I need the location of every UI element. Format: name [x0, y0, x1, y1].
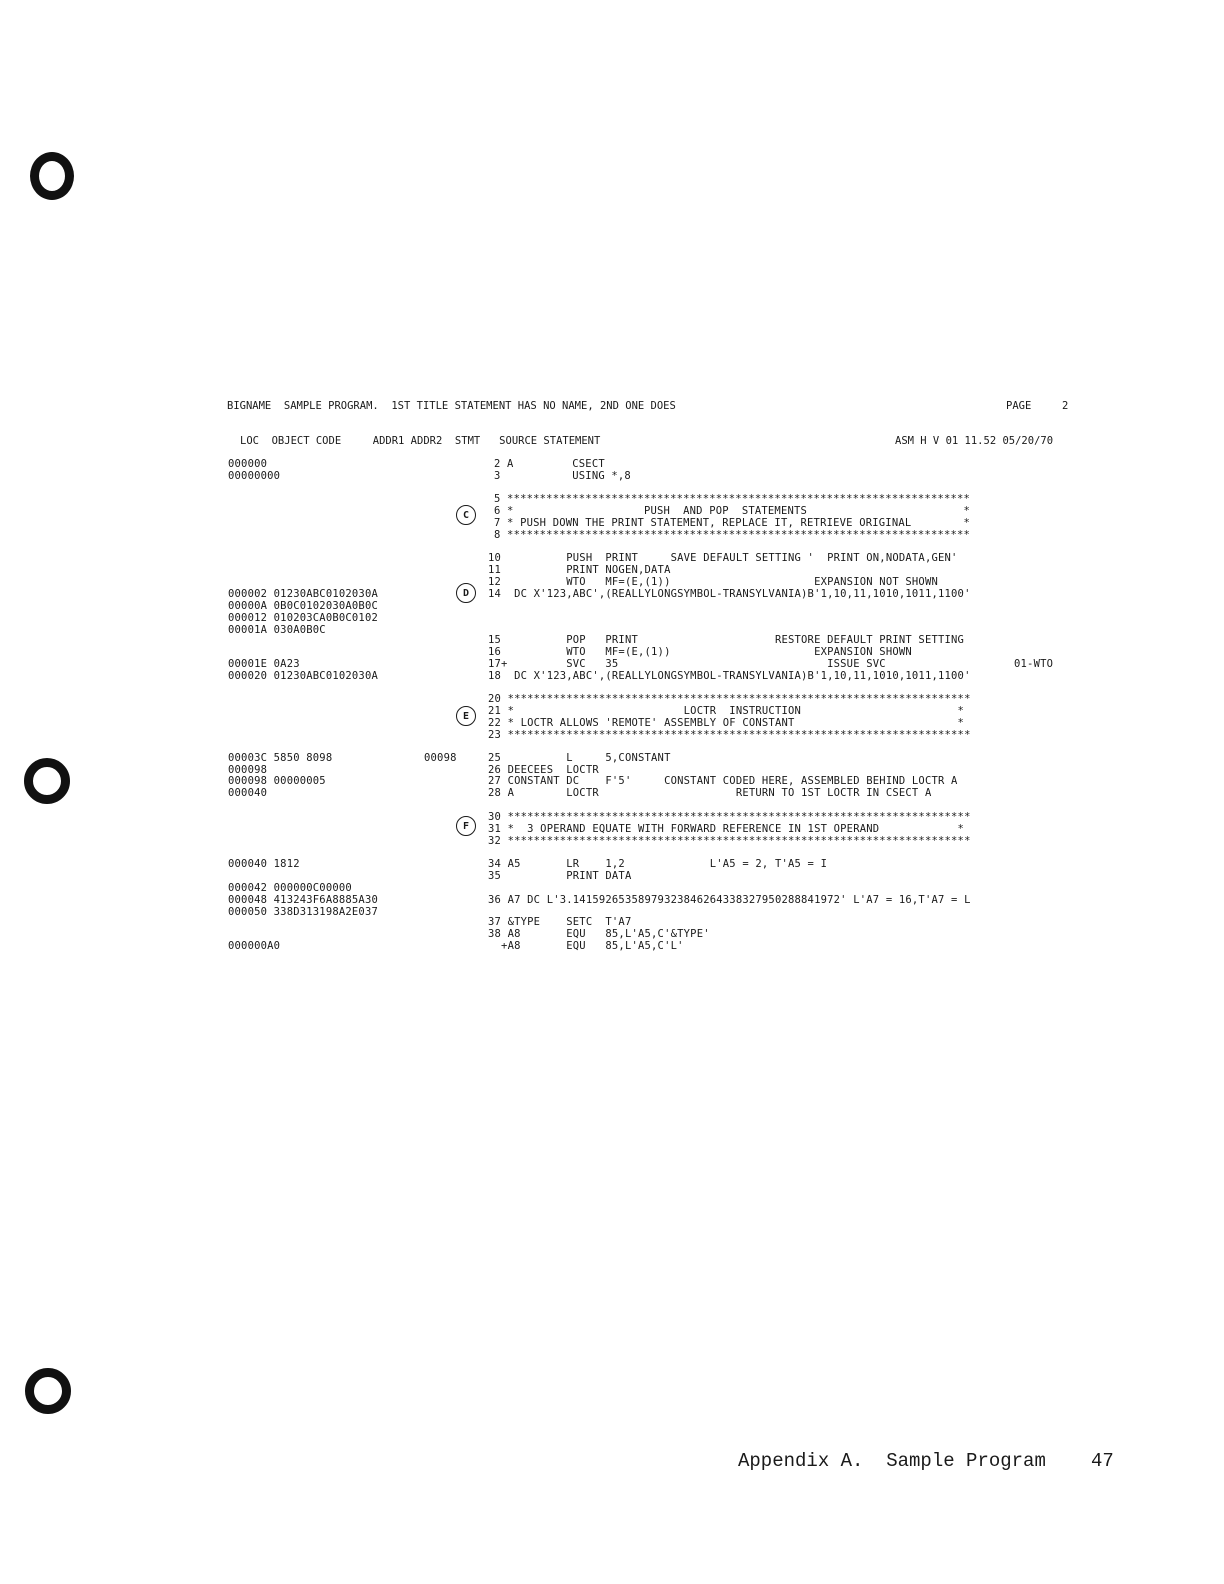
loc-cell: 000040: [228, 787, 268, 799]
source-line: 15 POP PRINT RESTORE DEFAULT PRINT SETTING: [488, 634, 965, 646]
loc-cell: 000050 338D313198A2E037: [228, 906, 378, 918]
loc-cell: 000040 1812: [228, 858, 300, 870]
footer-page-number: 47: [1091, 1450, 1114, 1472]
source-line: 6 * PUSH AND POP STATEMENTS *: [494, 505, 971, 517]
loc-cell: 000098: [228, 764, 268, 776]
marker-e: E: [456, 706, 476, 726]
source-line: 16 WTO MF=(E,(1)) EXPANSION SHOWN: [488, 646, 912, 658]
source-line: 11 PRINT NOGEN,DATA: [488, 564, 671, 576]
source-line: 23 ***********************************************************************: [488, 729, 971, 741]
loc-cell: 00000A 0B0C0102030A0B0C: [228, 600, 378, 612]
source-line: 30 ***********************************************************************: [488, 811, 971, 823]
source-line: 2 A CSECT: [494, 458, 605, 470]
source-line: 7 * PUSH DOWN THE PRINT STATEMENT, REPLACE IT, RETRIEVE ORIGINAL *: [494, 517, 971, 529]
source-line: 10 PUSH PRINT SAVE DEFAULT SETTING ' PRINT ON,NODATA,GEN': [488, 552, 958, 564]
loc-cell: 000000A0: [228, 940, 281, 952]
marker-d: D: [456, 583, 476, 603]
source-line: 37 &TYPE SETC T'A7: [488, 916, 632, 928]
source-line: 18 DC X'123,ABC',(REALLYLONGSYMBOL-TRANSYLVANIA)B'1,10,11,1010,1011,1100': [488, 670, 971, 682]
source-line: 31 * 3 OPERAND EQUATE WITH FORWARD REFERENCE IN 1ST OPERAND *: [488, 823, 965, 835]
source-line: 8 ***********************************************************************: [494, 529, 971, 541]
source-line: 32 ***********************************************************************: [488, 835, 971, 847]
marker-c: C: [456, 505, 476, 525]
source-line: 34 A5 LR 1,2 L'A5 = 2, T'A5 = I: [488, 858, 828, 870]
assembler-version: ASM H V 01 11.52 05/20/70: [895, 435, 1054, 447]
source-line: 27 CONSTANT DC F'5' CONSTANT CODED HERE, ASSEMBLED BEHIND LOCTR A: [488, 775, 958, 787]
listing-title: BIGNAME SAMPLE PROGRAM. 1ST TITLE STATEMENT HAS NO NAME, 2ND ONE DOES: [227, 400, 676, 412]
loc-cell: 000002 01230ABC0102030A: [228, 588, 378, 600]
source-line: 22 * LOCTR ALLOWS 'REMOTE' ASSEMBLY OF CONSTANT *: [488, 717, 965, 729]
column-headings: LOC OBJECT CODE ADDR1 ADDR2 STMT SOURCE STATEMENT: [240, 435, 601, 447]
source-line: 35 PRINT DATA: [488, 870, 632, 882]
source-line: 14 DC X'123,ABC',(REALLYLONGSYMBOL-TRANSYLVANIA)B'1,10,11,1010,1011,1100': [488, 588, 971, 600]
marker-f: F: [456, 816, 476, 836]
punch-hole: [24, 758, 70, 804]
loc-cell: 000098 00000005: [228, 775, 326, 787]
source-line: 25 L 5,CONSTANT: [488, 752, 671, 764]
source-line: 20 ***********************************************************************: [488, 693, 971, 705]
loc-cell: 000012 010203CA0B0C0102: [228, 612, 378, 624]
addr1-cell: 00098: [424, 752, 457, 764]
source-line: 26 DEECEES LOCTR: [488, 764, 599, 776]
page-number: 2: [1062, 400, 1069, 412]
source-line: 3 USING *,8: [494, 470, 631, 482]
page-label: PAGE: [1006, 400, 1032, 412]
punch-hole: [25, 1368, 71, 1414]
loc-cell: 00001E 0A23: [228, 658, 300, 670]
source-line: +A8 EQU 85,L'A5,C'L': [488, 940, 684, 952]
source-line: 28 A LOCTR RETURN TO 1ST LOCTR IN CSECT A: [488, 787, 932, 799]
loc-cell: 00000000: [228, 470, 281, 482]
loc-cell: 000042 000000C00000: [228, 882, 352, 894]
source-line: 12 WTO MF=(E,(1)) EXPANSION NOT SHOWN: [488, 576, 938, 588]
loc-cell: 00001A 030A0B0C: [228, 624, 326, 636]
source-line: 5 ***********************************************************************: [494, 493, 971, 505]
source-line: 21 * LOCTR INSTRUCTION *: [488, 705, 965, 717]
footer-title: Appendix A. Sample Program: [738, 1450, 1046, 1472]
comment-right: 01-WTO: [1014, 658, 1054, 670]
loc-cell: 000048 413243F6A8885A30: [228, 894, 378, 906]
punch-hole: [30, 152, 74, 200]
source-line: 38 A8 EQU 85,L'A5,C'&TYPE': [488, 928, 710, 940]
loc-cell: 000020 01230ABC0102030A: [228, 670, 378, 682]
source-line: 36 A7 DC L'3.14159265358979323846264338327950288841972' L'A7 = 16,T'A7 = L: [488, 894, 971, 906]
loc-cell: 000000: [228, 458, 268, 470]
loc-cell: 00003C 5850 8098: [228, 752, 333, 764]
source-line: 17+ SVC 35 ISSUE SVC: [488, 658, 886, 670]
